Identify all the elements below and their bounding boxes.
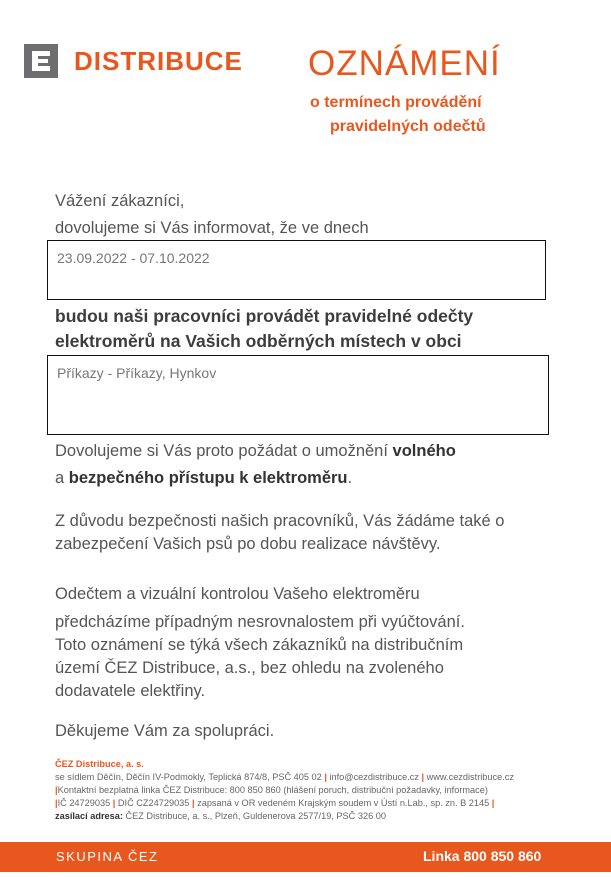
subtitle-line2: pravidelných odečtů — [330, 118, 486, 135]
company-mail-line — [55, 811, 386, 821]
request-end: . — [347, 469, 353, 487]
company-address: se sídlem Děčín, Děčín IV-Podmokly, Teplická 874/8, PSČ 405 02 — [55, 772, 322, 782]
page-title: OZNÁMENÍ — [308, 44, 501, 83]
thanks: Děkujeme Vám za spolupráci. — [55, 722, 275, 740]
mail-label: zasílací adresa: — [55, 811, 123, 821]
request-line1 — [55, 442, 456, 461]
safety-line1: Z důvodu bezpečnosti našich pracovníků, Vás žádáme také o — [55, 512, 505, 530]
company-ico: IČ 24729035 — [57, 798, 111, 808]
request-line2 — [55, 469, 352, 488]
company-dic: DIČ CZ24729035 — [117, 798, 190, 808]
info-line2: předcházíme případným nesrovnalostem při vyúčtování. — [55, 613, 465, 631]
brand-name: DISTRIBUCE — [74, 46, 243, 76]
subtitle-line1: o termínech provádění — [310, 94, 482, 111]
cez-logo-icon — [24, 44, 58, 78]
footer-hotline: Linka 800 850 860 — [423, 848, 542, 864]
request-a: a — [55, 469, 69, 487]
date-range-box — [47, 240, 546, 300]
info-line5: dodavatele elektřiny. — [55, 682, 206, 700]
request-text: Dovolujeme si Vás proto požádat o umožnění — [55, 442, 393, 460]
footer-bar — [0, 842, 611, 872]
safety-line2: zabezpečení Vašich psů po dobu realizace návštěvy. — [55, 535, 441, 553]
company-web[interactable]: www.cezdistribuce.cz — [426, 772, 514, 782]
mail-address: ČEZ Distribuce, a. s., Plzeň, Guldenerova 2577/19, PSČ 326 00 — [125, 811, 386, 821]
location-box — [47, 355, 549, 435]
info-line3: Toto oznámení se týká všech zákazníků na distribučním — [55, 636, 464, 654]
bold-line2: elektroměrů na Vašich odběrných místech v obci — [55, 331, 462, 351]
request-bold-free: volného — [392, 442, 456, 460]
location: Příkazy - Příkazy, Hynkov — [57, 365, 217, 381]
company-hotline-line: |Kontaktní bezplatná linka ČEZ Distribuce: 800 850 860 (hlášení poruch, distribuční požadavky, informace) — [55, 785, 488, 795]
intro-text: dovolujeme si Vás informovat, že ve dnech — [55, 219, 369, 237]
bold-line1: budou naši pracovníci provádět pravidelné odečty — [55, 306, 474, 326]
company-register: zapsaná v OR vedeném Krajským soudem v Ústí n.Lab., sp. zn. B 2145 — [197, 798, 490, 808]
company-name-text: ČEZ Distribuce, a. s. — [55, 759, 144, 769]
request-bold-access: bezpečného přístupu k elektroměru — [68, 469, 348, 487]
company-email[interactable]: info@cezdistribuce.cz — [329, 772, 419, 782]
footer-group: SKUPINA ČEZ — [56, 849, 159, 864]
greeting: Vážení zákazníci, — [55, 192, 185, 210]
info-line1: Odečtem a vizuální kontrolou Vašeho elektroměru — [55, 585, 420, 603]
company-name — [55, 759, 144, 769]
company-reg-line: |IČ 24729035 | DIČ CZ24729035 | zapsaná v OR vedeném Krajským soudem v Ústí n.Lab., sp. zn. B 2145 | — [55, 798, 495, 808]
info-line4: území ČEZ Distribuce, a.s., bez ohledu na zvoleného — [55, 659, 444, 677]
date-range: 23.09.2022 - 07.10.2022 — [57, 250, 210, 266]
company-hotline: Kontaktní bezplatná linka ČEZ Distribuce: 800 850 860 (hlášení poruch, distribuční požadavky, informace) — [57, 785, 488, 795]
company-address-line: se sídlem Děčín, Děčín IV-Podmokly, Teplická 874/8, PSČ 405 02 | info@cezdistribuce.cz | www.cezdistribuce.cz — [55, 772, 514, 782]
